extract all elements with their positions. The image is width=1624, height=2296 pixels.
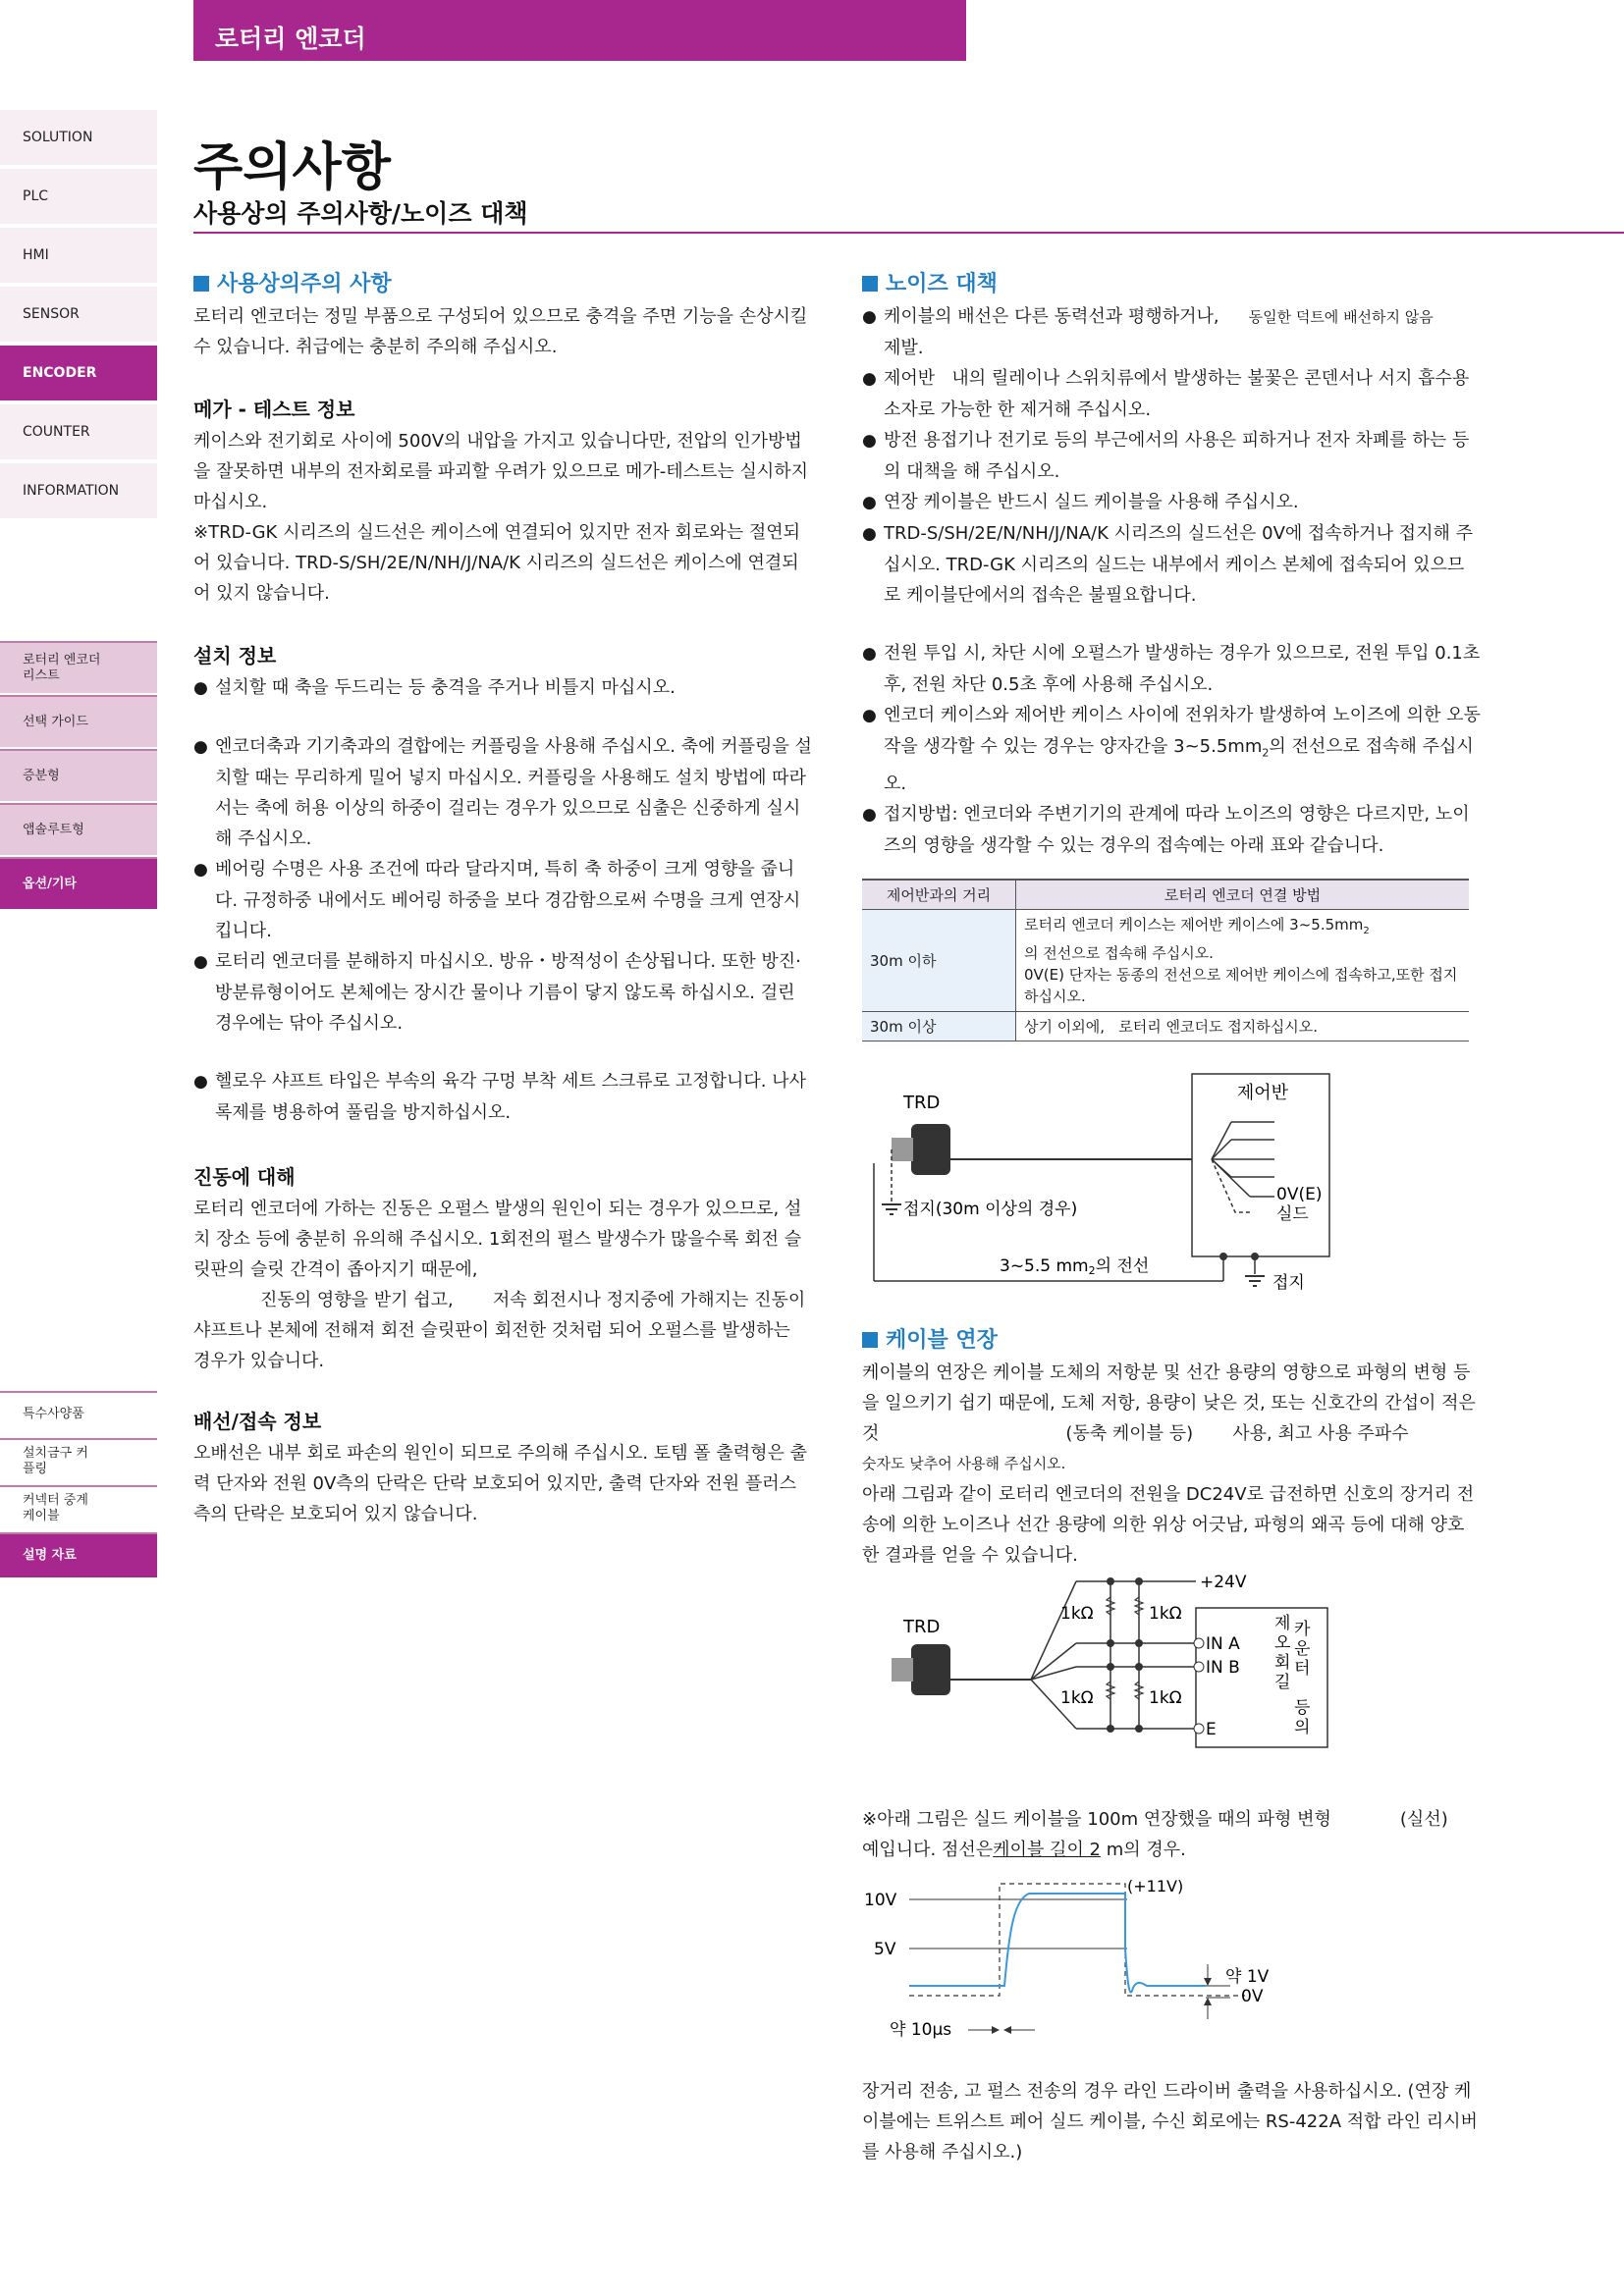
axis-label: (+11V) — [1127, 1877, 1184, 1896]
noise-bullet: ● TRD-S/SH/2E/N/NH/J/NA/K 시리즈의 실드선은 0V에 접속하거나 접지해 주십시오. TRD-GK 시리즈의 실드는 내부에서 케이스 본체에 접속되어 있으므로 케이블단에서의 접속은 불필요합니다. — [862, 518, 1481, 611]
diagram-label: 카 — [1294, 1620, 1311, 1639]
sidebar-sub-options[interactable] — [0, 857, 157, 909]
table-cell: 30m 이하 — [862, 909, 1016, 1011]
sidebar-item-solution[interactable] — [0, 110, 157, 167]
sidebar-item-sensor[interactable] — [0, 287, 157, 344]
sidebar-item-hmi[interactable] — [0, 228, 157, 285]
table-cell: 상기 이외에, 로터리 엔코더도 접지하십시오. — [1016, 1011, 1470, 1041]
encoder-shaft-icon — [892, 1658, 913, 1682]
diagram-label: 1kΩ — [1060, 1604, 1094, 1624]
axis-label: 약 10μs — [890, 2020, 952, 2040]
square-bullet-icon — [193, 276, 209, 292]
sidebar-label: INFORMATION — [23, 483, 120, 499]
cable-text: 아래 그림과 같이 로터리 엔코더의 전원을 DC24V로 급전하면 신호의 장거리 전송에 의한 노이즈나 선간 용량에 의한 위상 어긋남, 파형의 왜곡 등에 대해 양호한 결과를 얻을 수 있습니다. — [862, 1484, 1475, 1566]
diagram-label: 길 — [1274, 1673, 1291, 1692]
page-title: 주의사항 — [193, 138, 391, 197]
sidebar-sub2-coupling[interactable] — [0, 1438, 157, 1483]
sidebar-label: 설명 자료 — [23, 1548, 77, 1563]
diagram-label: 접지 — [1272, 1273, 1305, 1293]
install-bullet: ● 베어링 수명은 사용 조건에 따라 달라지며, 특히 축 하중이 크게 영향을 줍니다. 규정하중 내에서도 베어링 하중을 보다 경감함으로써 수명을 크게 연장시킵니다. — [193, 854, 812, 946]
sidebar-label: 앱솔루트형 — [23, 822, 84, 837]
sidebar-item-counter[interactable] — [0, 404, 157, 461]
distorted-waveform — [909, 1894, 1206, 1992]
sidebar-sub-selection-guide[interactable] — [0, 695, 157, 747]
counter-connection-diagram — [862, 1566, 1353, 1762]
section-title: 로터리 엔코더 — [215, 25, 366, 53]
diagram-label: 회 — [1274, 1653, 1291, 1673]
cable-text: 숫자도 낮추어 사용해 주십시오. — [862, 1455, 1066, 1472]
vibration-text: 로터리 엔코더에 가하는 진동은 오펄스 발생의 원인이 되는 경우가 있으므로, 설치 장소 등에 충분히 유의해 주십시오. 1회전의 펄스 발생수가 많을수록 회전 슬릿판의 슬릿 간격이 좁아지기 때문에, — [193, 1199, 802, 1280]
sidebar-label: PLC — [23, 188, 49, 204]
diagram-label: E — [1206, 1720, 1217, 1739]
sidebar-label: SENSOR — [23, 306, 80, 322]
vibration-text: 샤프트나 본체에 전해져 회전 슬릿판이 회전한 것처럼 되어 오펄스를 발생하는 경우가 있습니다. — [193, 1320, 790, 1371]
sidebar-sub-absolute[interactable] — [0, 803, 157, 855]
axis-label: 0V — [1241, 1987, 1264, 2006]
vibration-title: 진동에 대해 — [193, 1165, 296, 1189]
sidebar-sub2-docs[interactable] — [0, 1532, 157, 1577]
install-bullet: ● 헬로우 샤프트 타입은 부속의 육각 구멍 부착 세트 스크류로 고정합니다. 나사록제를 병용하여 풀림을 방지하십시오. — [193, 1066, 812, 1128]
install-title: 설치 정보 — [193, 644, 277, 667]
noise-bullet: ● 연장 케이블은 반드시 실드 케이블을 사용해 주십시오. — [862, 487, 1481, 518]
section-header — [193, 0, 966, 61]
grounding-table — [862, 879, 1469, 1041]
diagram-label: 제 — [1274, 1614, 1291, 1633]
axis-label: 10V — [864, 1891, 897, 1910]
sidebar-label: 선택 가이드 — [23, 714, 88, 729]
reference-waveform — [909, 1884, 1245, 1996]
diagram-label: 실드 — [1276, 1204, 1309, 1224]
diagram-label: 운 — [1294, 1639, 1311, 1659]
sidebar-label: 증분형 — [23, 768, 60, 783]
cable-text: 케이블의 연장은 케이블 도체의 저항분 및 선간 용량의 영향으로 파형의 변형 등을 일으키기 쉽기 때문에, 도체 저항, 용량이 낮은 것, 또는 신호간의 간섭이 적은 — [862, 1362, 1476, 1414]
section-heading-noise: 노이즈 대책 — [862, 267, 1481, 297]
sidebar-item-information[interactable] — [0, 463, 157, 520]
encoder-icon — [911, 1124, 950, 1175]
sidebar-label: COUNTER — [23, 424, 90, 440]
diagram-label: 1kΩ — [1149, 1604, 1182, 1624]
section-heading-cable: 케이블 연장 — [862, 1323, 1481, 1354]
encoder-icon — [911, 1644, 950, 1695]
megger-title: 메가 - 테스트 정보 — [193, 398, 355, 421]
table-header: 로터리 엔코더 연결 방법 — [1016, 880, 1470, 910]
sidebar-item-encoder[interactable] — [0, 346, 157, 402]
sidebar-label: 설치금구 커플링 — [23, 1446, 88, 1476]
diagram-label: IN A — [1206, 1634, 1240, 1654]
section-heading-precautions: 사용상의주의 사항 — [193, 267, 812, 297]
diagram-label: 접지(30m 이상의 경우) — [903, 1200, 1078, 1219]
cable-section — [862, 1323, 1481, 1571]
table-header: 제어반과의 거리 — [862, 880, 1016, 910]
sidebar-sub2-special[interactable] — [0, 1391, 157, 1436]
sidebar-label: 특수사양품 — [23, 1407, 84, 1421]
sidebar-sub-encoder-list[interactable] — [0, 641, 157, 693]
diagram-label: 오 — [1274, 1633, 1291, 1653]
noise-bullet: ● 제어반 내의 릴레이나 스위치류에서 발생하는 불꽃은 콘덴서나 서지 흡수용 소자로 가능한 한 제거해 주십시오. — [862, 363, 1481, 425]
square-bullet-icon — [862, 276, 878, 292]
waveform-note: ※아래 그림은 실드 케이블을 100m 연장했을 때의 파형 변형 (실선) 예입니다. 점선은케이블 길이 2 m의 경우. — [862, 1809, 1448, 1860]
table-cell: 로터리 엔코더 케이스는 제어반 케이스에 $3\sim 5.5mm_2$ 의 전선으로 접속해 주십시오. 0V(E) 단자는 동종의 전선으로 제어반 케이스에 접속하고,또한 접지하십시오. — [1016, 909, 1470, 1011]
diagram-label: 등 — [1294, 1698, 1311, 1718]
sidebar-sub2-connector[interactable] — [0, 1485, 157, 1530]
waveform-diagram — [862, 1870, 1294, 2052]
grounding-diagram — [862, 1065, 1373, 1301]
diagram-label: IN B — [1206, 1658, 1240, 1678]
noise-bullet: ● 전원 투입 시, 차단 시에 오펄스가 발생하는 경우가 있으므로, 전원 투입 0.1초 후, 전원 차단 0.5초 후에 사용해 주십시오. — [862, 638, 1481, 700]
table-cell: 30m 이상 — [862, 1011, 1016, 1041]
diagram-label: 의 — [1294, 1718, 1311, 1737]
cable-text: 것 (동축 케이블 등) 사용, 최고 사용 주파수 — [862, 1423, 1409, 1444]
diagram-label: 0V(E) — [1276, 1185, 1323, 1204]
vibration-text: 진동의 영향을 받기 쉽고, 저속 회전시나 정지중에 가해지는 진동이 — [260, 1290, 806, 1310]
sidebar-label: HMI — [23, 247, 49, 263]
sidebar-item-plc[interactable] — [0, 169, 157, 226]
sidebar-label: 옵션/기타 — [23, 876, 77, 891]
sidebar-sub-incremental[interactable] — [0, 749, 157, 801]
diagram-label: +24V — [1200, 1573, 1247, 1592]
right-column — [862, 267, 1481, 1041]
title-divider — [193, 232, 1624, 234]
sidebar-label: ENCODER — [23, 365, 97, 381]
wiring-text: 오배선은 내부 회로 파손의 원인이 되므로 주의해 주십시오. 토템 폴 출력형은 출력 단자와 전원 0V측의 단락은 단락 보호되어 있지만, 출력 단자와 전원 플러스측의 단락은 보호되어 있지 않습니다. — [193, 1443, 808, 1524]
install-bullet: ● 설치할 때 축을 두드리는 등 충격을 주거나 비틀지 마십시오. — [193, 672, 812, 704]
sidebar-label: 커넥터 중계 케이블 — [23, 1493, 88, 1523]
page-subtitle: 사용상의 주의사항/노이즈 대책 — [193, 199, 528, 228]
final-note: 장거리 전송, 고 펄스 전송의 경우 라인 드라이버 출력을 사용하십시오. (연장 케이블에는 트위스트 페어 실드 케이블, 수신 회로에는 RS-422A 적합 라인 리시버를 사용해 주십시오.) — [862, 2081, 1478, 2163]
diagram-label: 1kΩ — [1060, 1688, 1094, 1708]
noise-bullet: ● 방전 용접기나 전기로 등의 부근에서의 사용은 피하거나 전자 차폐를 하는 등의 대책을 해 주십시오. — [862, 425, 1481, 487]
diagram-label: 제어반 — [1236, 1083, 1289, 1103]
noise-bullet: ● 접지방법: 엔코더와 주변기기의 관계에 따라 노이즈의 영향은 다르지만, 노이즈의 영향을 생각할 수 있는 경우의 접속예는 아래 표와 같습니다. — [862, 799, 1481, 861]
intro-text: 로터리 엔코더는 정밀 부품으로 구성되어 있으므로 충격을 주면 기능을 손상시킬 수 있습니다. 취급에는 충분히 주의해 주십시오. — [193, 306, 808, 357]
diagram-label: 터 — [1294, 1659, 1311, 1679]
diagram-label: 1kΩ — [1149, 1688, 1182, 1708]
diagram-label: TRD — [903, 1093, 941, 1113]
diagram-label: TRD — [903, 1617, 941, 1637]
noise-bullet: ● 엔코더 케이스와 제어반 케이스 사이에 전위차가 발생하여 노이즈에 의한 오동작을 생각할 수 있는 경우는 양자간을 $3\sim 5.5mm_2$의 전선으로 접속해 주십시오. — [862, 700, 1481, 799]
diagram-label: 3~5.5 mm2의 전선 — [1000, 1256, 1150, 1277]
axis-label: 5V — [874, 1940, 896, 1959]
megger-note: ※TRD-GK 시리즈의 실드선은 케이스에 연결되어 있지만 전자 회로와는 절연되어 있습니다. TRD-S/SH/2E/N/NH/J/NA/K 시리즈의 실드선은 케이스에 연결되어 있지 않습니다. — [193, 522, 800, 604]
wiring-title: 배선/접속 정보 — [193, 1410, 322, 1433]
install-bullet: ● 로터리 엔코더를 분해하지 마십시오. 방유・방적성이 손상됩니다. 또한 방진·방분류형이어도 본체에는 장시간 물이나 기름이 닿지 않도록 하십시오. 걸린 경우에는 닦아 주십시오. — [193, 946, 812, 1039]
left-column — [193, 267, 812, 1529]
noise-bullet: ● 케이블의 배선은 다른 동력선과 평행하거나, 동일한 덕트에 배선하지 않음 제발. — [862, 301, 1481, 363]
axis-label: 약 1V — [1225, 1967, 1270, 1987]
megger-text: 케이스와 전기회로 사이에 500V의 내압을 가지고 있습니다만, 전압의 인가방법을 잘못하면 내부의 전자회로를 파괴할 우려가 있으므로 메가-테스트는 실시하지 마십시오. — [193, 431, 809, 512]
encoder-shaft-icon — [892, 1138, 913, 1161]
sidebar-label: 로터리 엔코더 리스트 — [23, 652, 101, 683]
square-bullet-icon — [862, 1332, 878, 1348]
sidebar-label: SOLUTION — [23, 130, 93, 145]
install-bullet: ● 엔코더축과 기기축과의 결합에는 커플링을 사용해 주십시오. 축에 커플링을 설치할 때는 무리하게 밀어 넣지 마십시오. 커플링을 사용해도 설치 방법에 따라서는 축에 허용 이상의 하중이 걸리는 경우가 있으므로 심출은 신중하게 실시해 주십시오. — [193, 731, 812, 854]
